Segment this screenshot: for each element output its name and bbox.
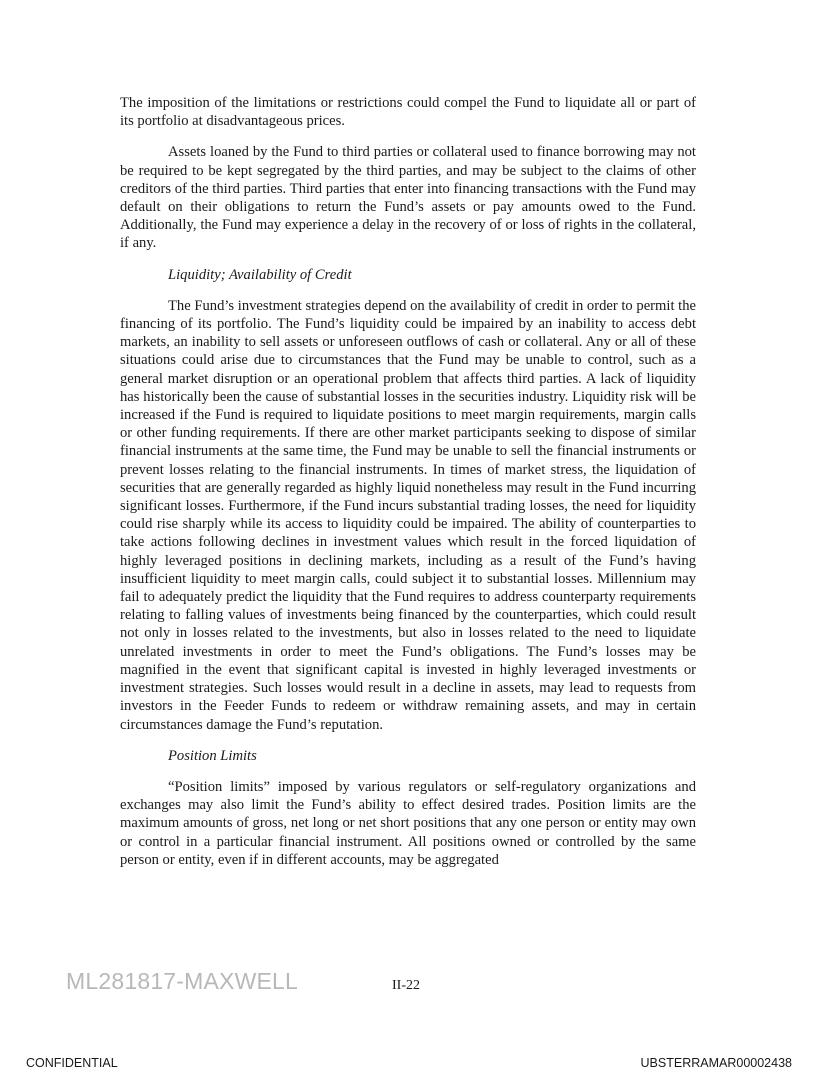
section-heading-liquidity: Liquidity; Availability of Credit [168, 266, 352, 283]
paragraph-position-limits: “Position limits” imposed by various regulators or self-regulatory organizations and exchanges may also limit the Fund’s ability to effect desired trades. Position limits are the maximum amounts of gross, net long or net short positions that any one person or entity may own or control in a particular financial instrument. All positions owned or controlled by the same person or entity, even if in different accounts, may be aggregated [120, 778, 696, 868]
paragraph-liquidity: The Fund’s investment strategies depend on the availability of credit in order to permit the financing of its portfolio. The Fund’s liquidity could be impaired by an inability to access debt markets, an inability to sell assets or unforeseen outflows of cash or collateral. Any or all of these situations could arise due to circumstances that the Fund may be unable to control, such as a general market disruption or an operational problem that affects third parties. A lack of liquidity has historically been the cause of substantial losses in the securities industry. Liquidity risk will be increased if the Fund is required to liquidate positions to meet margin requirements, margin calls or other funding requirements. If there are other market participants seeking to dispose of similar financial instruments at the same time, the Fund may be unable to sell the financial instruments or prevent losses relating to the financial instruments. In times of market stress, the liquidation of securities that are generally regarded as highly liquid nonetheless may result in the Fund incurring significant losses. Furthermore, if the Fund incurs substantial trading losses, the need for liquidity could rise sharply while its access to liquidity could be impaired. The ability of counterparties to take actions following declines in investment values which result in the forced liquidation of highly leveraged positions in declining markets, including as a result of the Fund’s having insufficient liquidity to meet margin calls, could subject it to substantial losses. Millennium may fail to adequately predict the liquidity that the Fund requires to address counterparty requirements relating to falling values of investments being financed by the counterparties, which could result not only in losses related to the investments, but also in losses related to the need to liquidate unrelated investments in order to meet the Fund’s obligations. The Fund’s losses may be magnified in the event that significant capital is invested in highly leveraged investments or investment strategies. Such losses would result in a decline in assets, may lead to requests from investors in the Feeder Funds to redeem or withdraw remaining assets, and may in certain circumstances damage the Fund’s reputation. [120, 297, 696, 733]
document-body [120, 94, 696, 882]
confidential-label: CONFIDENTIAL [26, 1056, 118, 1070]
section-heading-position-limits: Position Limits [168, 747, 257, 764]
paragraph-portfolio-liquidation: The imposition of the limitations or restrictions could compel the Fund to liquidate all or part of its portfolio at disadvantageous prices. [120, 95, 696, 130]
bates-stamp-left: ML281817-MAXWELL [66, 968, 299, 994]
paragraph-assets-loaned: Assets loaned by the Fund to third parties or collateral used to finance borrowing may not be required to be kept segregated by the third parties, and may be subject to the claims of other creditors of the third parties. Third parties that enter into financing transactions with the Fund may default on their obligations to return the Fund’s assets or pay amounts owed to the Fund. Additionally, the Fund may experience a delay in the recovery of or loss of rights in the collateral, if any. [120, 144, 696, 252]
page-number: II-22 [392, 978, 420, 993]
bates-stamp-right: UBSTERRAMAR00002438 [640, 1056, 792, 1070]
